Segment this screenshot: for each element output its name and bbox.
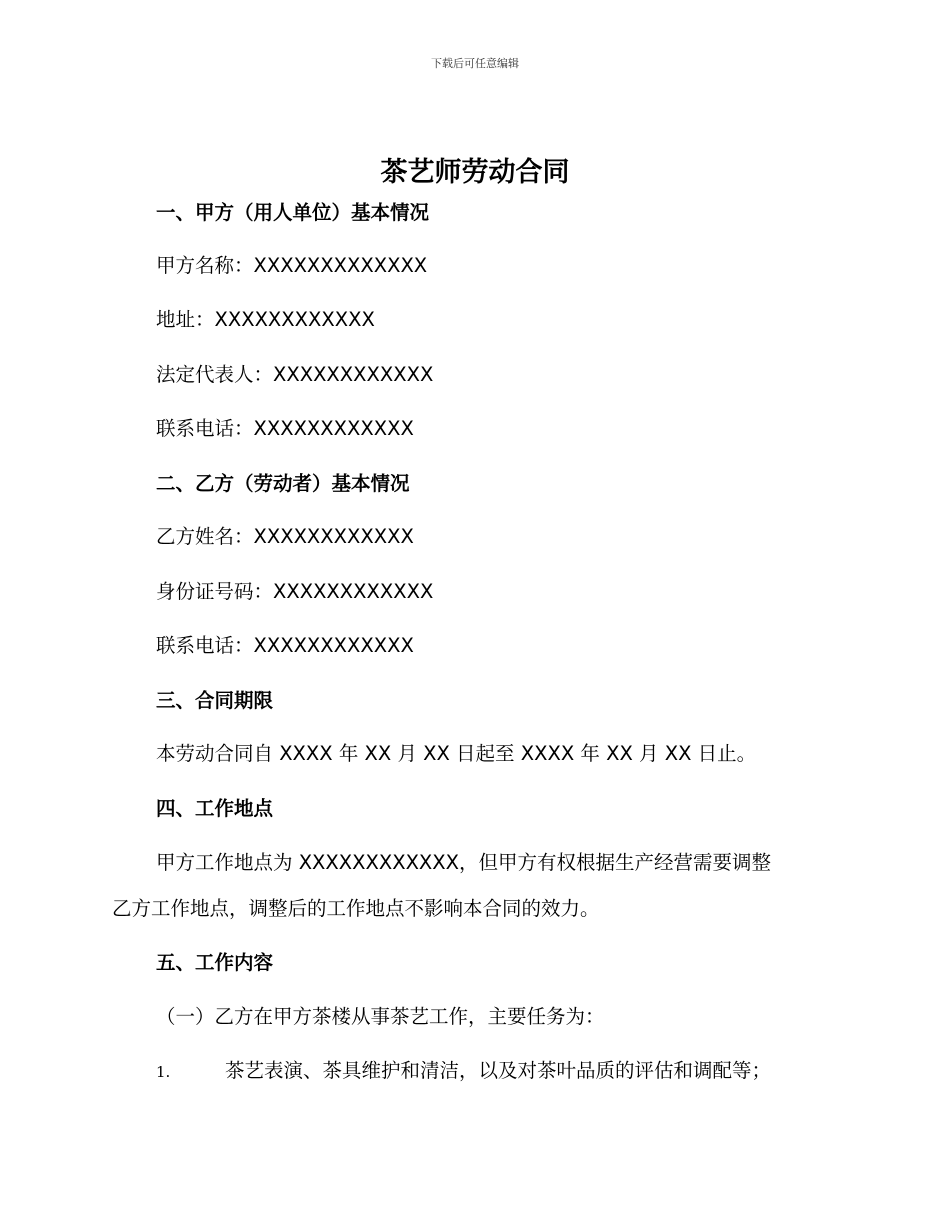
section-5-heading: 五、工作内容 bbox=[156, 951, 274, 974]
party-a-phone: 联系电话：XXXXXXXXXXXX bbox=[156, 417, 414, 440]
party-b-phone: 联系电话：XXXXXXXXXXXX bbox=[156, 634, 414, 657]
party-a-name: 甲方名称：XXXXXXXXXXXXX bbox=[156, 254, 428, 277]
header-note: 下载后可任意编辑 bbox=[431, 57, 519, 70]
section-3-heading: 三、合同期限 bbox=[156, 689, 274, 712]
list-item-text: 茶艺表演、茶具维护和清洁，以及对茶叶品质的评估和调配等； bbox=[225, 1059, 772, 1082]
list-item-number: 1. bbox=[156, 1063, 171, 1081]
section-1-heading: 一、甲方（用人单位）基本情况 bbox=[156, 201, 430, 224]
party-b-name: 乙方姓名：XXXXXXXXXXXX bbox=[156, 525, 414, 548]
party-b-id: 身份证号码：XXXXXXXXXXXX bbox=[156, 580, 434, 603]
party-a-legal-rep: 法定代表人：XXXXXXXXXXXX bbox=[156, 363, 434, 386]
section-2-heading: 二、乙方（劳动者）基本情况 bbox=[156, 472, 410, 495]
work-location-text-line1: 甲方工作地点为 XXXXXXXXXXXX，但甲方有权根据生产经营需要调整 bbox=[156, 851, 772, 874]
work-location-text-line2: 乙方工作地点，调整后的工作地点不影响本合同的效力。 bbox=[112, 897, 600, 920]
document-title: 茶艺师劳动合同 bbox=[380, 157, 570, 188]
contract-term-text: 本劳动合同自 XXXX 年 XX 月 XX 日起至 XXXX 年 XX 月 XX 日止。 bbox=[156, 742, 757, 765]
party-a-address: 地址：XXXXXXXXXXXX bbox=[156, 308, 375, 331]
section-4-heading: 四、工作地点 bbox=[156, 797, 274, 820]
work-content-subsection-1: （一）乙方在甲方茶楼从事茶艺工作，主要任务为： bbox=[156, 1005, 605, 1028]
